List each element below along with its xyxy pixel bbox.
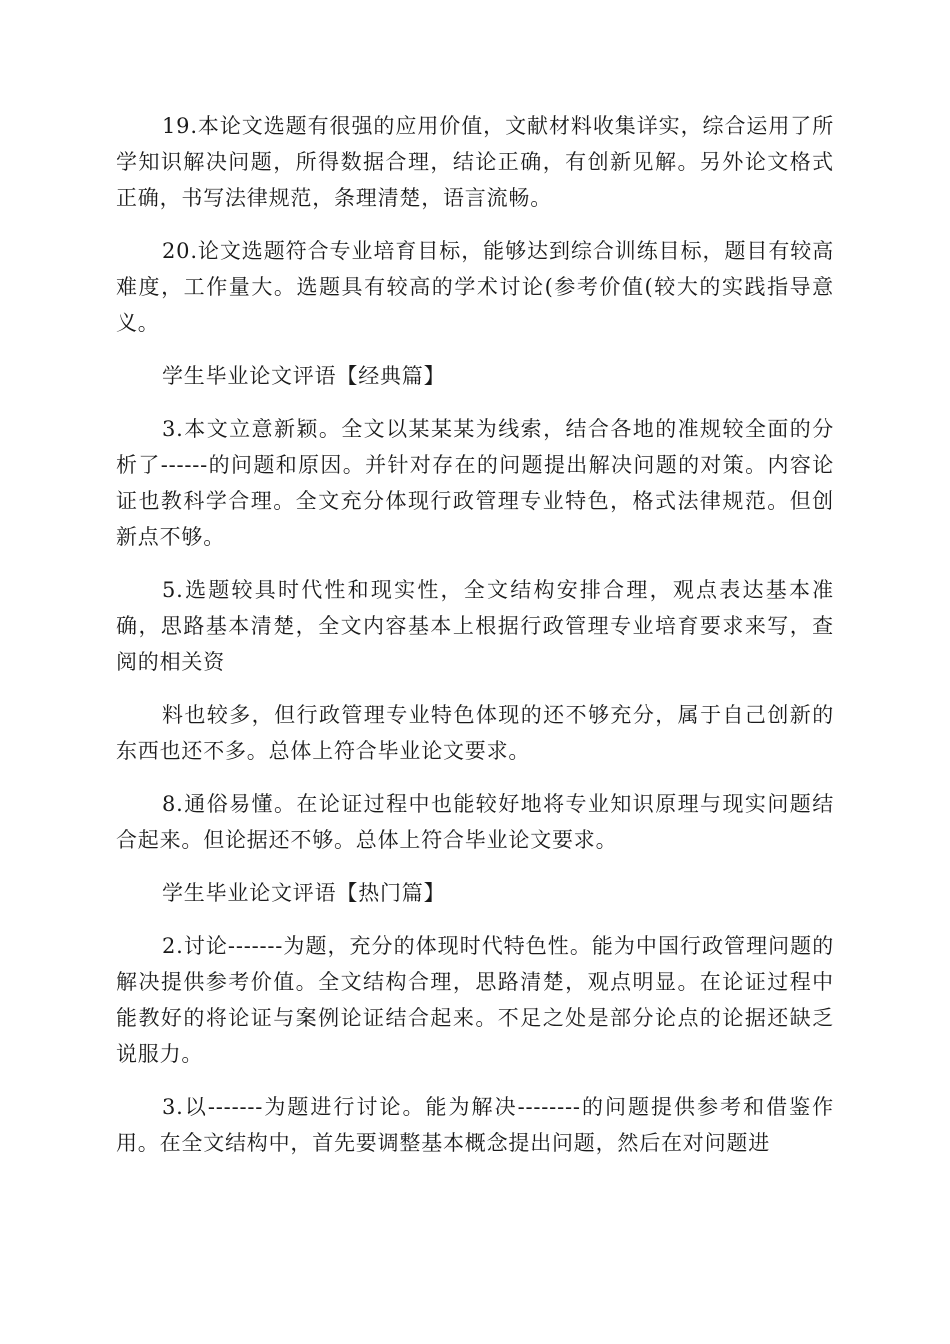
section-heading-classic: 学生毕业论文评语【经典篇】 [162, 364, 446, 388]
paragraph-8-classic: 8.通俗易懂。在论证过程中也能较好地将专业知识原理与现实问题结合起来。但论据还不够。总体上符合毕业论文要求。 [116, 792, 834, 852]
section-heading-popular: 学生毕业论文评语【热门篇】 [162, 881, 446, 905]
document-body [116, 108, 834, 1178]
paragraph-2-popular: 2.讨论-------为题，充分的体现时代特色性。能为中国行政管理问题的解决提供参考价值。全文结构合理，思路清楚，观点明显。在论证过程中能教好的将论证与案例论证结合起来。不足之处是部分论点的论据还缺乏说服力。 [116, 934, 834, 1066]
paragraph-5-classic: 5.选题较具时代性和现实性，全文结构安排合理，观点表达基本准确，思路基本清楚，全文内容基本上根据行政管理专业培育要求来写，查阅的相关资 [116, 578, 834, 674]
paragraph-5-continued: 料也较多，但行政管理专业特色体现的还不够充分，属于自己创新的东西也还不多。总体上符合毕业论文要求。 [116, 703, 834, 763]
paragraph-3-classic: 3.本文立意新颖。全文以某某某为线索，结合各地的准规较全面的分析了------的问题和原因。并针对存在的问题提出解决问题的对策。内容论证也教科学合理。全文充分体现行政管理专业特色，格式法律规范。但创新点不够。 [116, 417, 834, 549]
paragraph-20: 20.论文选题符合专业培育目标，能够达到综合训练目标，题目有较高难度，工作量大。选题具有较高的学术讨论(参考价值(较大的实践指导意义。 [116, 239, 834, 335]
paragraph-3-popular: 3.以-------为题进行讨论。能为解决--------的问题提供参考和借鉴作用。在全文结构中，首先要调整基本概念提出问题，然后在对问题进 [116, 1095, 834, 1155]
paragraph-19: 19.本论文选题有很强的应用价值，文献材料收集详实，综合运用了所学知识解决问题，所得数据合理，结论正确，有创新见解。另外论文格式正确，书写法律规范，条理清楚，语言流畅。 [116, 114, 834, 210]
